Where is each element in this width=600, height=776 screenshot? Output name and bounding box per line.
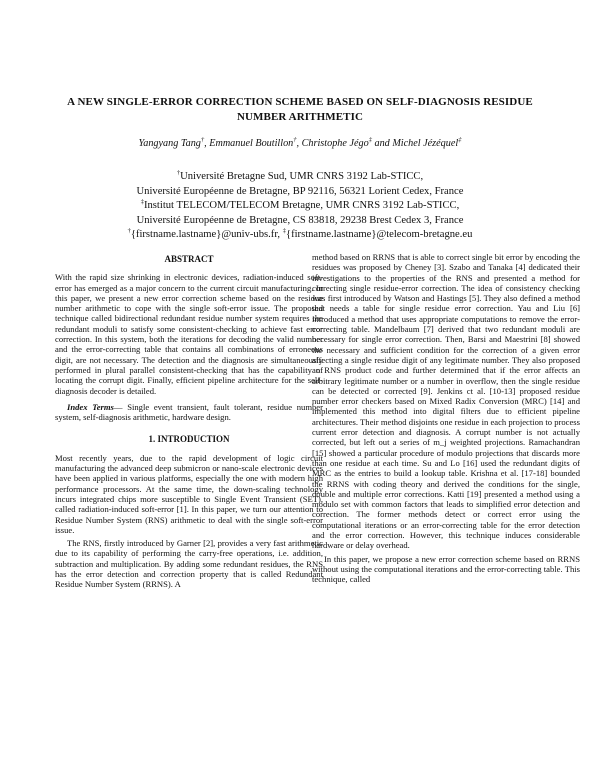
index-terms-label: Index Terms [67, 401, 114, 412]
author-separator: and [371, 138, 393, 149]
intro-paragraph-2: The RNS, firstly introduced by Garner [2], provides a very fast arithmetic due to its capability of performing the carry-free operations, i.e. addition, subtraction and multiplication. By adding some redundant residues, the RNS has the error detection and correction property that is called Redundant Residue Number System (RRNS). A [55, 538, 323, 590]
affiliation-text: Université Bretagne Sud, UMR CNRS 3192 Lab-STICC, [180, 171, 424, 182]
author-separator: , [296, 138, 302, 149]
right-paragraph-2: In this paper, we propose a new error correction scheme based on RRNS without using the computational iterations and the error-correcting table. This technique, called [312, 553, 580, 585]
index-terms-text: — Single event transient, fault tolerant, residue number system, self-diagnosis arithmetic, hardware design. [55, 401, 323, 423]
intro-heading: 1. INTRODUCTION [148, 434, 230, 445]
right-column [312, 252, 580, 585]
affiliation-text: Université Européenne de Bretagne, CS 83818, 29238 Brest Cedex 3, France [136, 214, 464, 226]
affiliation-mark: ‡ [140, 198, 144, 206]
author-name: Yangyang Tang [138, 138, 201, 149]
title-line-2: NUMBER ARITHMETIC [236, 111, 364, 123]
affiliation-line [40, 170, 560, 185]
email-line [40, 228, 560, 243]
email-mark: † [127, 227, 131, 235]
left-column [55, 254, 323, 590]
affiliation-line [40, 199, 560, 214]
right-paragraph-1: method based on RRNS that is able to correct single bit error by encoding the residues was proposed by Cheney [3]. Szabo and Tanaka [4] dedicated their investigations to the properties of the RNS and presented a method for correcting single residue-error correction. The idea of consistency checking was first introduced by Watson and Hastings [5]. They also defined a method that needs a table for single residue error correction. Yau and Liu [6] introduced a method that uses appropriate computations to remove the error-correcting table. Mandelbaum [7] derived that two redundant moduli are necessary for single error correction. Then, Barsi and Maestrini [8] showed the necessary and sufficient condition for the correction of a given error affecting a single residue digit of any legitimate number. They also proposed an RNS product code and further determined that if the error affects an arbitrary legitimate number or a number in overflow, then the single residue can be detected or corrected [9]. Jenkins ct al. [10-13] proposed residue number error checkers based on Mixed Radix Conversion (MRC) [14] and implemented this method into digital filters due to efficient pipeline architectures. Their method disjoints one residue in each projection to process current error detection and diagnosis. A corrupt number is not actually corrected, but left out a series of m_j weighted projections. Ramachandran [15] showed a particular procedure of modulo projections that discards more than one residue at each time. Su and Lo [16] used the redundant digits of MRC as the entries to build a lookup table. Krishna et al. [17-18] bounded the RRNS with coding theory and derived the conditions for the single, double and multiple error corrections. Katti [19] presented a method using a modulo set with common factors that leads to simplified error detection and correction. The former methods detect or correct error using the computational iterations or an error-correcting table for the error detection and the error correction. However, this technique induces considerable hardware or delay overhead. [312, 252, 580, 551]
intro-paragraph-1: Most recently years, due to the rapid development of logic circuit manufacturing the advanced deep submicron or nano-scale electronic devices have been applied in various platforms, especially the one with modern high performance processors. At the same time, the down-scaling technology incurs integrated chips more susceptible to Single Event Transient (SET), called radiation-induced soft-error [1]. In this paper, we turn our attention to Residue Number System (RNS) arithmetic to deal with the single soft-error issue. [55, 452, 323, 535]
author-mark: † [293, 136, 297, 144]
email-text: {firstname.lastname}@univ-ubs.fr, [130, 229, 283, 241]
abstract-heading: ABSTRACT [164, 254, 214, 264]
affiliation-line [40, 214, 560, 229]
author-separator: , [204, 138, 210, 149]
title-line-1: A NEW SINGLE-ERROR CORRECTION SCHEME BASED ON SELF-DIAGNOSIS RESIDUE [67, 96, 533, 108]
affiliation-text: Institut TELECOM/TELECOM Bretagne, UMR CNRS 3192 Lab-STICC, [143, 200, 460, 212]
affiliation-text: Université Européenne de Bretagne, BP 92116, 56321 Lorient Cedex, France [136, 185, 464, 197]
author-name: Michel Jézéquel [392, 138, 459, 149]
author-mark: ‡ [458, 136, 462, 144]
author-name: Christophe Jégo [301, 138, 369, 149]
paper-title [40, 95, 560, 125]
affiliation-mark: † [176, 169, 181, 177]
author-mark: † [200, 136, 205, 144]
author-name: Emmanuel Boutillon [209, 138, 294, 149]
email-text: {firstname.lastname}@telecom-bretagne.eu [285, 229, 473, 241]
index-terms [55, 402, 323, 423]
abstract-text: With the rapid size shrinking in electronic devices, radiation-induced soft-error has emerged as a major concern to the current circuit manufacturing. In this paper, we present a new error correction scheme based on the residue number arithmetic to cope with the single soft-error issue. The proposed technique called bidirectional redundant residue number system requires the redundant moduli to satisfy some consistent-checking to achieve fast error correction. In this system, both the iterations for decoding the valid number and the error-correcting table that contains all combinations of erroneous digit, are not necessary. The detection and the diagnosis are simultaneously performed in plural parallel consistent-checking that has the capability of locating the corrupt digit. Finally, efficient pipeline architecture for the self-diagnosis decoder is detailed. [55, 272, 323, 396]
affiliations [40, 170, 560, 243]
author-mark: ‡ [368, 136, 372, 144]
affiliation-line [40, 185, 560, 200]
email-mark: ‡ [282, 227, 286, 235]
author-list [40, 137, 560, 150]
